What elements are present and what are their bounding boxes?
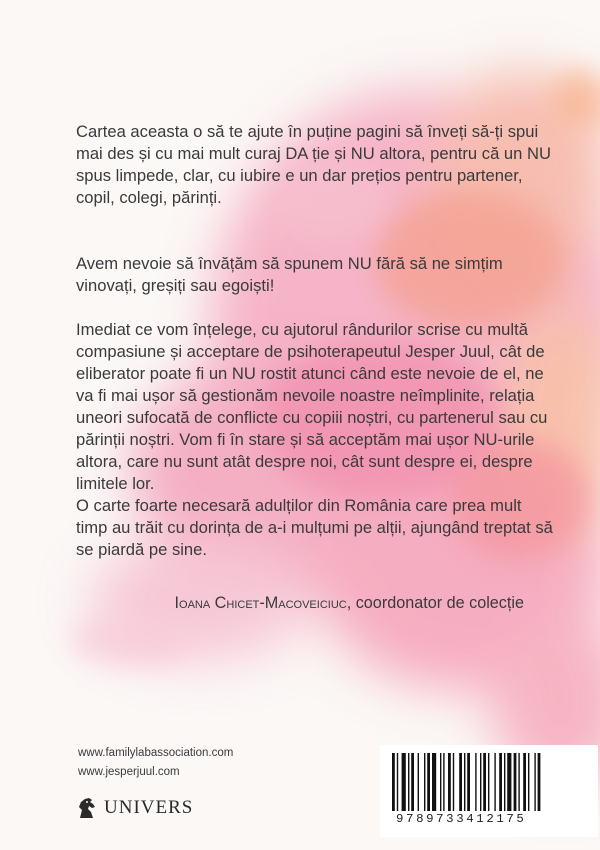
attribution [175,594,524,613]
univers-horse-logo-icon [76,796,98,820]
attribution-author: Ioana Chicet-Macoveiciuc [174,594,347,612]
blurb-paragraph-1: Cartea aceasta o să te ajute în puține pagini să înveți să-ți spui mai des și cu mai mult curaj DA ție și NU altora, pentru că un NU spus limpede, clar, cu iubire e un dar prețios pentru partener, copil, colegi, părinți. [76,122,551,207]
blurb-paragraph-4: O carte foarte necesară adulților din România care prea mult timp au trăit cu dorința de a-i mulțumi pe alții, ajungând treptat să se piardă pe sine. [76,496,553,559]
barcode [380,745,598,837]
isbn-number: 9789733412175 [396,812,527,826]
blurb-paragraph-3: Imediat ce vom înțelege, cu ajutorul rândurilor scrise cu multă compasiune și acceptare de psihoterapeutul Jesper Juul, cât de eliberator poate fi un NU rostit atunci când este nevoie de el, ne va fi mai ușor să gestionăm nevoile noastre neîmplinite, relația uneori sufocată de conflicte cu copiii noștri, cu partenerul sau cu părinții noștri. Vom fi în stare și să acceptăm mai ușor NU-urile altora, care nu sunt atât despre noi, cât sunt despre ei, despre limitele lor. [76,320,548,493]
barcode-bars [392,753,586,811]
attribution-role: , coordonator de colecție [346,594,524,612]
publisher-name: UNIVERS [104,797,194,818]
blurb-paragraph-2: Avem nevoie să învățăm să spunem NU fără să ne simțim vinovați, greșiți sau egoiști! [76,254,503,295]
website-link-jesperjuul[interactable]: www.jesperjuul.com [78,766,180,778]
website-link-familylab[interactable]: www.familylabassociation.com [78,747,234,759]
publisher-logo [76,796,193,820]
